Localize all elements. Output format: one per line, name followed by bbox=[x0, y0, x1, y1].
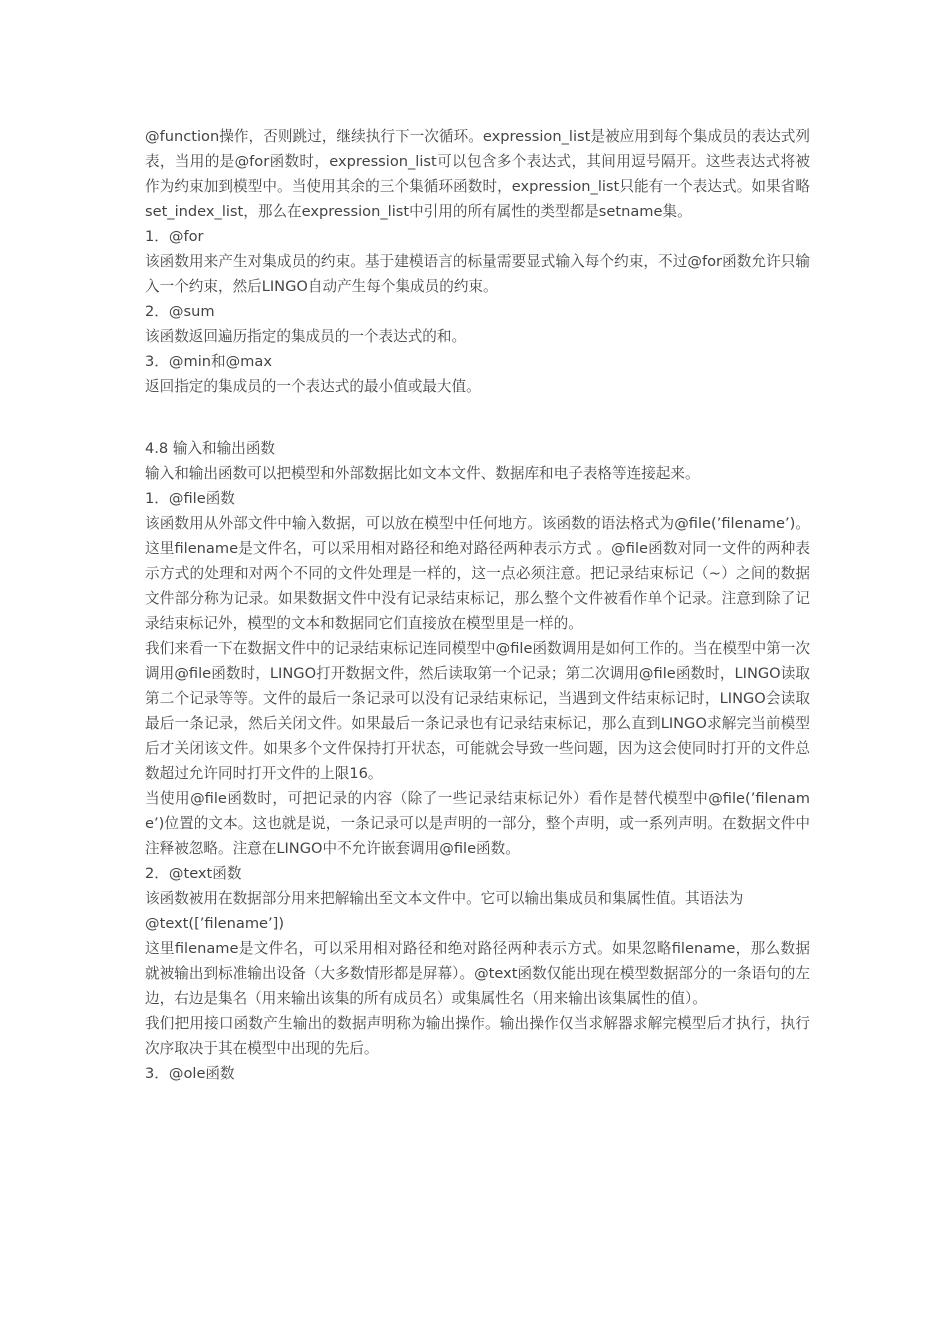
paragraph-io-intro: 输入和输出函数可以把模型和外部数据比如文本文件、数据库和电子表格等连接起来。 bbox=[145, 465, 700, 482]
heading-text-function: 2．@text函数 bbox=[145, 865, 242, 882]
paragraph-text-filename: 这里filename是文件名，可以采用相对路径和绝对路径两种表示方式。如果忽略filename，那么数据就被输出到标准输出设备（大多数情形都是屏幕）。@text函数仅能出现在模型数据部分的一条语句的左边，右边是集名（用来输出该集的所有成员名）或集属性名（用来输出该集属性的值）。 bbox=[145, 940, 810, 1007]
paragraph-text-description: 该函数被用在数据部分用来把解输出至文本文件中。它可以输出集成员和集属性值。其语法为 bbox=[145, 890, 744, 907]
paragraph-for-description: 该函数用来产生对集成员的约束。基于建模语言的标量需要显式输入每个约束，不过@for函数允许只输入一个约束，然后LINGO自动产生每个集成员的约束。 bbox=[145, 253, 810, 295]
paragraph-output-operation: 我们把用接口函数产生输出的数据声明称为输出操作。输出操作仅当求解器求解完模型后才执行，执行次序取决于其在模型中出现的先后。 bbox=[145, 1015, 810, 1057]
paragraph-min-max-description: 返回指定的集成员的一个表达式的最小值或最大值。 bbox=[145, 378, 481, 395]
section-gap bbox=[145, 399, 810, 436]
text-syntax: @text([’filename’]) bbox=[145, 915, 285, 932]
paragraph-file-records: 我们来看一下在数据文件中的记录结束标记连同模型中@file函数调用是如何工作的。当在模型中第一次调用@file函数时，LINGO打开数据文件，然后读取第一个记录；第二次调用@file函数时，LINGO读取第二个记录等等。文件的最后一条记录可以没有记录结束标记，当遇到文件结束标记时，LINGO会读取最后一条记录，然后关闭文件。如果最后一条记录也有记录结束标记，那么直到LINGO求解完当前模型后才关闭该文件。如果多个文件保持打开状态，可能就会导致一些问题，因为这会使同时打开的文件总数超过允许同时打开文件的上限16。 bbox=[145, 640, 810, 782]
paragraph-sum-description: 该函数返回遍历指定的集成员的一个表达式的和。 bbox=[145, 328, 467, 345]
heading-min-max: 3．@min和@max bbox=[145, 353, 272, 370]
heading-for: 1．@for bbox=[145, 228, 204, 245]
heading-file-function: 1．@file函数 bbox=[145, 490, 235, 507]
paragraph-file-description: 该函数用从外部文件中输入数据，可以放在模型中任何地方。该函数的语法格式为@file(’filename’)。这里filename是文件名，可以采用相对路径和绝对路径两种表示方式 。@file函数对同一文件的两种表示方式的处理和对两个不同的文件处理是一样的，这一点必须注意。把记录结束标记（~）之间的数据文件部分称为记录。如果数据文件中没有记录结束标记，那么整个文件被看作单个记录。注意到除了记录结束标记外，模型的文本和数据同它们直接放在模型里是一样的。 bbox=[145, 515, 810, 632]
paragraph-file-usage: 当使用@file函数时，可把记录的内容（除了一些记录结束标记外）看作是替代模型中@file(’filename’)位置的文本。这也就是说，一条记录可以是声明的一部分，整个声明，或一系列声明。在数据文件中注释被忽略。注意在LINGO中不允许嵌套调用@file函数。 bbox=[145, 790, 810, 857]
paragraph-function-description: @function操作，否则跳过，继续执行下一次循环。expression_list是被应用到每个集成员的表达式列表，当用的是@for函数时，expression_list可以包含多个表达式，其间用逗号隔开。这些表达式将被作为约束加到模型中。当使用其余的三个集循环函数时，expression_list只能有一个表达式。如果省略set_index_list，那么在expression_list中引用的所有属性的类型都是setname集。 bbox=[145, 128, 810, 220]
heading-ole-function: 3．@ole函数 bbox=[145, 1065, 235, 1082]
section-title-io-functions: 4.8 输入和输出函数 bbox=[145, 440, 276, 457]
document-body bbox=[145, 124, 810, 1086]
heading-sum: 2．@sum bbox=[145, 303, 215, 320]
